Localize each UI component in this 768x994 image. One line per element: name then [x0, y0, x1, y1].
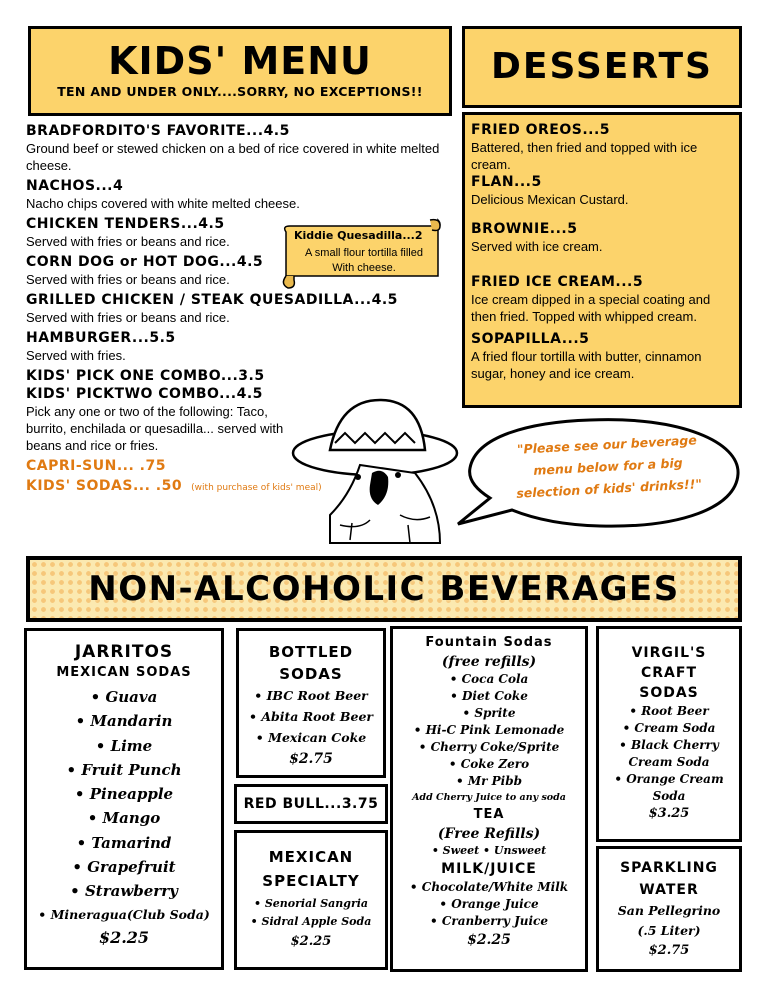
kids-menu-title: KIDS' MENU [108, 39, 372, 83]
list-item: • Chocolate/White Milk [409, 880, 569, 894]
item-desc: Ice cream dipped in a special coating and then fried. Topped with whipped cream. [471, 292, 711, 324]
fountain-title: Fountain Sodas [425, 635, 553, 650]
list-item: • Mandarin [75, 712, 173, 731]
jarritos-title: JARRITOS [74, 642, 174, 662]
list-item: • Sprite [462, 706, 516, 720]
dessert-item [471, 121, 733, 173]
item-name: SOPAPILLA...5 [471, 331, 590, 347]
item-name: CORN DOG or HOT DOG...4.5 [26, 254, 264, 270]
bottled-list [239, 685, 383, 748]
list-item: • Senorial Sangria [253, 897, 369, 910]
red-bull-panel [234, 784, 388, 824]
bottled-title-2: SODAS [279, 665, 343, 683]
virgils-panel [596, 626, 742, 842]
fountain-price: $2.25 [467, 932, 511, 948]
item-desc: A fried flour tortilla with butter, cinnamon sugar, honey and ice cream. [471, 349, 702, 381]
virgils-title-3: SODAS [639, 685, 699, 701]
list-item: • Sidral Apple Soda [250, 915, 372, 928]
list-item: • Mexican Coke [255, 730, 367, 745]
kids-item [26, 329, 456, 364]
list-item: • Orange Juice [439, 897, 539, 911]
list-item: • Mineragua(Club Soda) [38, 906, 210, 922]
list-item: • Black Cherry Cream Soda [619, 738, 719, 769]
list-item: • Strawberry [70, 882, 178, 901]
kids-item [26, 215, 286, 250]
dessert-item [471, 273, 733, 325]
fountain-note: Add Cherry Juice to any soda [412, 792, 566, 803]
milk-juice-title: MILK/JUICE [441, 861, 537, 877]
item-desc: Pick any one or two of the following: Taco, burrito, enchilada or quesadilla... served with beans and rice or fries. [26, 404, 284, 453]
item-name: BROWNIE...5 [471, 221, 578, 237]
fountain-list [393, 671, 585, 790]
list-item: • Orange Cream Soda [614, 772, 724, 803]
list-item: • Guava [90, 688, 158, 706]
kids-item [26, 385, 288, 454]
list-item: • Cream Soda [622, 721, 716, 735]
item-name: BRADFORDITO'S FAVORITE...4.5 [26, 123, 290, 139]
item-name: HAMBURGER...5.5 [26, 330, 176, 346]
item-desc: Served with fries or beans and rice. [26, 272, 230, 287]
kids-menu-header [28, 26, 452, 116]
desserts-header [462, 26, 742, 108]
item-name: FRIED ICE CREAM...5 [471, 274, 644, 290]
sparkling-water-panel [596, 846, 742, 972]
bottled-sodas-panel [236, 628, 386, 778]
dessert-item [471, 330, 733, 382]
item-name: FRIED OREOS...5 [471, 122, 611, 138]
item-name: NACHOS...4 [26, 178, 124, 194]
virgils-price: $3.25 [648, 806, 690, 821]
item-name: FLAN...5 [471, 174, 542, 190]
kids-sodas-price: KIDS' SODAS... .50 [26, 478, 183, 494]
jarritos-subtitle: MEXICAN SODAS [56, 665, 192, 680]
kids-item [26, 177, 456, 212]
bottled-title-1: BOTTLED [268, 643, 354, 661]
item-name: KIDS' PICKTWO COMBO...4.5 [26, 386, 263, 402]
mexican-price: $2.25 [290, 934, 332, 949]
list-item: • Lime [95, 736, 153, 755]
kids-menu-subtitle: TEN AND UNDER ONLY....SORRY, NO EXCEPTIONS!! [57, 84, 423, 99]
list-item: • Cranberry Juice [430, 914, 548, 928]
list-item: • Root Beer [629, 704, 709, 718]
sparkling-title-1: SPARKLING [620, 860, 718, 876]
beverages-banner [26, 556, 742, 622]
virgils-list [599, 703, 739, 805]
desserts-panel [462, 112, 742, 408]
tea-subtitle: (Free Refills) [437, 826, 541, 842]
kiddie-quesadilla-scroll [280, 218, 442, 290]
list-item: • IBC Root Beer [254, 688, 368, 703]
jarritos-list [27, 685, 221, 926]
beverages-title: NON-ALCOHOLIC BEVERAGES [88, 569, 680, 609]
virgils-title-1: VIRGIL'S [631, 645, 707, 661]
list-item: • Hi-C Pink Lemonade [413, 723, 565, 737]
kiddie-quesadilla-desc: A small flour tortilla filled With cheese. [305, 247, 423, 274]
item-name: KIDS' PICK ONE COMBO...3.5 [26, 368, 265, 384]
mexican-specialty-panel [234, 830, 388, 970]
list-item: • Grapefruit [72, 858, 176, 877]
speech-bubble-text: "Please see our beverage menu below for a big selection of kids' drinks!!" [516, 432, 703, 501]
item-desc: Delicious Mexican Custard. [471, 192, 629, 207]
item-name: GRILLED CHICKEN / STEAK QUESADILLA...4.5 [26, 292, 398, 308]
bottled-price: $2.75 [289, 751, 333, 767]
fountain-subtitle: (free refills) [441, 654, 537, 670]
item-desc: Nacho chips covered with white melted cheese. [26, 196, 300, 211]
dessert-item [471, 220, 733, 255]
item-desc: Battered, then fried and topped with ice cream. [471, 140, 698, 172]
item-desc: Ground beef or stewed chicken on a bed of rice covered in white melted cheese. [26, 141, 440, 173]
jarritos-panel [24, 628, 224, 970]
item-desc: Served with ice cream. [471, 239, 603, 254]
list-item: • Coca Cola [449, 672, 529, 686]
mexican-title-2: SPECIALTY [262, 872, 360, 890]
sombrero-dog-illustration [290, 395, 465, 545]
red-bull-price: RED BULL...3.75 [243, 796, 379, 812]
mexican-title-1: MEXICAN [268, 848, 354, 866]
dessert-item [471, 173, 733, 208]
virgils-title-2: CRAFT [640, 665, 697, 681]
list-item: • Tamarind [76, 833, 172, 852]
list-item: • Diet Coke [450, 689, 528, 703]
kids-item [26, 367, 456, 385]
sparkling-price: $2.75 [648, 943, 690, 958]
list-item: • Pineapple [74, 785, 174, 804]
item-desc: Served with fries or beans and rice. [26, 310, 230, 325]
kids-item [26, 122, 456, 174]
sparkling-title-2: WATER [639, 882, 699, 898]
capri-sun-price: CAPRI-SUN... .75 [26, 458, 166, 474]
beverage-speech-bubble [440, 412, 742, 536]
tea-title: TEA [473, 807, 505, 822]
list-item: • Mango [87, 809, 161, 828]
tea-options: • Sweet • Unsweet [431, 844, 547, 857]
mexican-list [237, 895, 385, 931]
list-item: • Abita Root Beer [248, 709, 373, 724]
list-item: • Coke Zero [448, 757, 530, 771]
desserts-title: DESSERTS [491, 46, 713, 87]
list-item: • Cherry Coke/Sprite [418, 740, 560, 754]
item-desc: Served with fries. [26, 348, 126, 363]
item-desc: Served with fries or beans and rice. [26, 234, 230, 249]
kids-sodas-note: (with purchase of kids' meal) [191, 483, 322, 493]
fountain-sodas-panel [390, 626, 588, 972]
sparkling-size: (.5 Liter) [637, 923, 701, 938]
kids-item [26, 291, 456, 326]
list-item: • Fruit Punch [66, 760, 182, 779]
jarritos-price: $2.25 [98, 927, 150, 947]
milk-juice-list [393, 879, 585, 930]
sparkling-name: San Pellegrino [617, 903, 721, 918]
kiddie-quesadilla-title: Kiddie Quesadilla...2 [294, 229, 423, 242]
list-item: • Mr Pibb [455, 774, 522, 788]
item-name: CHICKEN TENDERS...4.5 [26, 216, 225, 232]
